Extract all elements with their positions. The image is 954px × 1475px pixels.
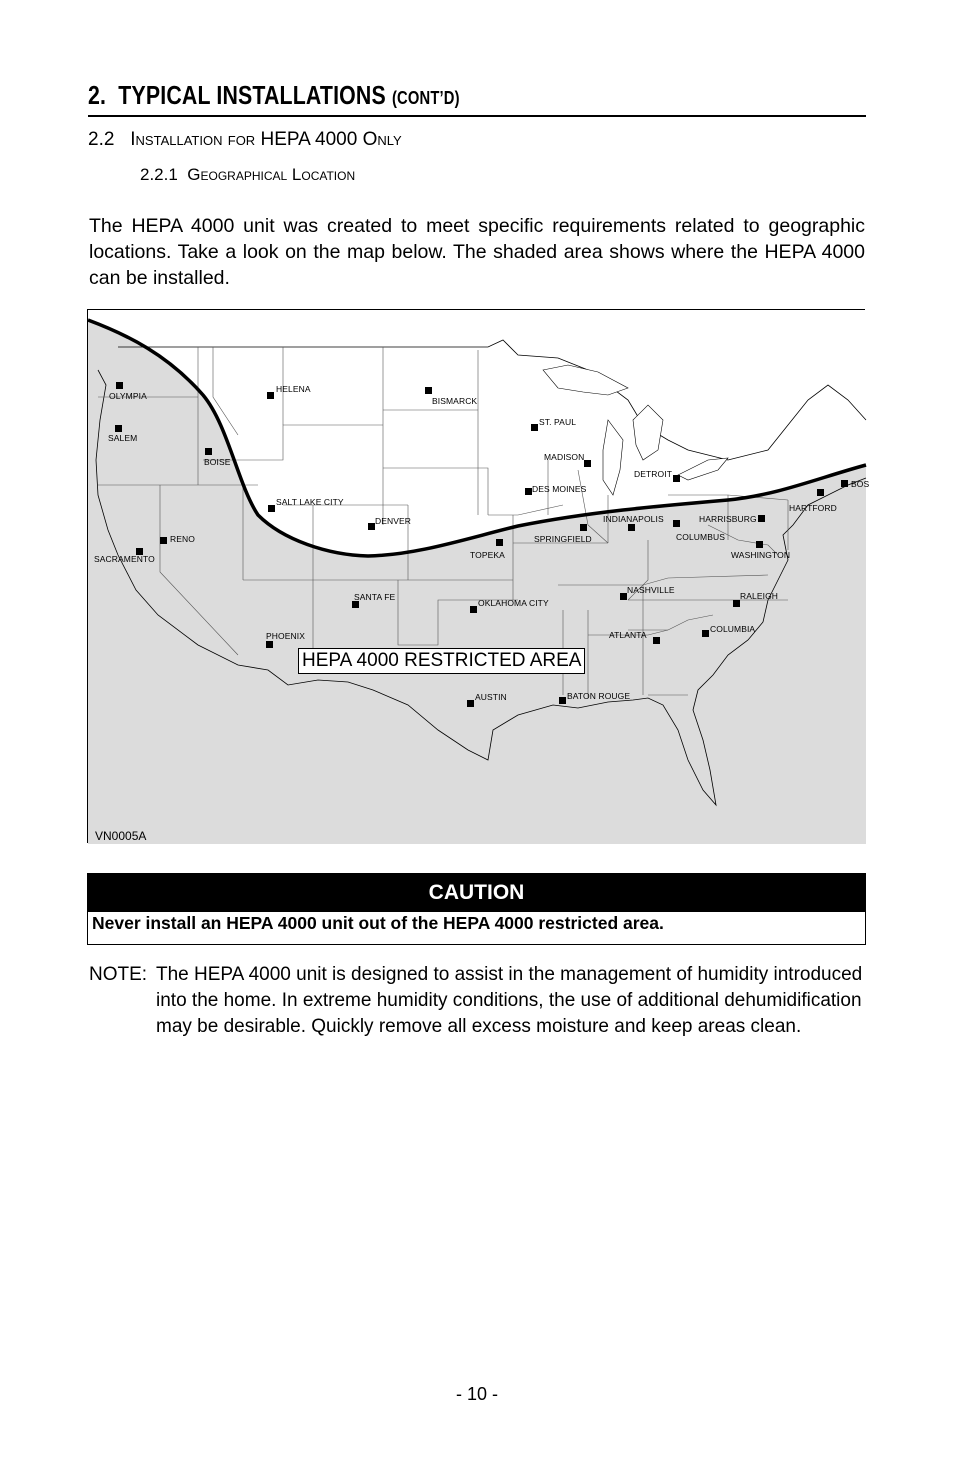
note-paragraph xyxy=(89,962,866,1040)
city-label-detroit: DETROIT xyxy=(634,469,673,479)
city-marker-des-moines xyxy=(525,488,532,495)
city-marker-atlanta xyxy=(653,637,660,644)
city-marker-columbia xyxy=(702,630,709,637)
city-label-atlanta: ATLANTA xyxy=(609,630,647,640)
us-map-figure xyxy=(87,309,870,843)
city-label-columbus: COLUMBUS xyxy=(676,532,725,542)
intro-paragraph: The HEPA 4000 unit was created to meet specific requirements related to geographic locations. Take a look on the map below. The shaded area shows where the HEPA 4000 can be installed. xyxy=(89,215,865,289)
city-label-washington: WASHINGTON xyxy=(731,550,791,560)
caution-title: CAUTION xyxy=(88,874,865,912)
city-marker-detroit xyxy=(673,475,680,482)
city-label-sacramento: SACRAMENTO xyxy=(94,554,155,564)
city-marker-boise xyxy=(205,448,212,455)
city-label-austin: AUSTIN xyxy=(475,692,507,702)
city-marker-salem xyxy=(115,425,122,432)
section-heading xyxy=(88,80,866,117)
city-label-helena: HELENA xyxy=(276,384,311,394)
city-label-topeka: TOPEKA xyxy=(470,550,505,560)
city-marker-st-paul xyxy=(531,424,538,431)
caution-message: Never install an HEPA 4000 unit out of the HEPA 4000 restricted area. xyxy=(92,913,664,933)
city-label-columbia: COLUMBIA xyxy=(710,624,756,634)
city-marker-oklahoma-city xyxy=(470,606,477,613)
city-label-santa-fe: SANTA FE xyxy=(354,592,396,602)
city-marker-austin xyxy=(467,700,474,707)
us-map-drawing xyxy=(88,310,866,844)
city-label-st-paul: ST. PAUL xyxy=(539,417,577,427)
city-marker-bismarck xyxy=(425,387,432,394)
city-marker-topeka xyxy=(496,539,503,546)
caution-box xyxy=(87,873,866,945)
city-label-phoenix: PHOENIX xyxy=(266,631,305,641)
note-text: The HEPA 4000 unit is designed to assist in the management of humidity introduced into the home. In extreme humidity conditions, the use of additional dehumidification may be desirable. Quickly remove all excess moisture and keep areas clean. xyxy=(156,964,863,1037)
city-label-hartford: HARTFORD xyxy=(789,503,837,513)
city-label-springfield: SPRINGFIELD xyxy=(534,534,592,544)
figure-code: VN0005A xyxy=(95,829,147,843)
city-label-olympia: OLYMPIA xyxy=(109,391,147,401)
restricted-area-label: HEPA 4000 RESTRICTED AREA xyxy=(298,648,585,674)
city-marker-boston xyxy=(841,480,848,487)
city-marker-washington xyxy=(756,541,763,548)
city-label-denver: DENVER xyxy=(375,516,412,526)
city-marker-madison xyxy=(584,460,591,467)
heading-text: 2. TYPICAL INSTALLATIONS (CONT’D) xyxy=(88,80,460,110)
city-marker-baton-rouge xyxy=(559,697,566,704)
sub-subsection-heading: 2.2.1 Geographical Location xyxy=(140,165,356,184)
city-label-baton-rouge: BATON ROUGE xyxy=(567,691,631,701)
city-marker-helena xyxy=(267,392,274,399)
city-label-des-moines: DES MOINES xyxy=(532,484,587,494)
city-label-salt-lake-city: SALT LAKE CITY xyxy=(276,497,344,507)
city-marker-raleigh xyxy=(733,600,740,607)
city-marker-harrisburg xyxy=(758,515,765,522)
city-marker-denver xyxy=(368,523,375,530)
city-label-salem: SALEM xyxy=(108,433,138,443)
city-marker-indianapolis xyxy=(628,524,635,531)
city-marker-reno xyxy=(160,537,167,544)
note-label: NOTE: xyxy=(89,964,148,985)
city-label-harrisburg: HARRISBURG xyxy=(699,514,757,524)
city-marker-salt-lake-city xyxy=(268,505,275,512)
city-marker-olympia xyxy=(116,382,123,389)
city-marker-columbus xyxy=(673,520,680,527)
city-marker-hartford xyxy=(817,489,824,496)
city-label-reno: RENO xyxy=(170,534,195,544)
city-label-nashville: NASHVILLE xyxy=(627,585,675,595)
city-label-raleigh: RALEIGH xyxy=(740,591,779,601)
subsection-heading: 2.2 Installation for HEPA 4000 Only xyxy=(88,129,402,150)
city-marker-phoenix xyxy=(266,641,273,648)
city-label-boston: BOS xyxy=(851,479,870,489)
city-label-indianapolis: INDIANAPOLIS xyxy=(603,514,664,524)
city-label-madison: MADISON xyxy=(544,452,585,462)
page-number: - 10 - xyxy=(455,1384,498,1404)
city-marker-springfield xyxy=(580,524,587,531)
city-label-boise: BOISE xyxy=(204,457,231,467)
city-marker-santa-fe xyxy=(352,601,359,608)
city-label-bismarck: BISMARCK xyxy=(432,396,478,406)
city-label-oklahoma-city: OKLAHOMA CITY xyxy=(478,598,549,608)
city-marker-nashville xyxy=(620,593,627,600)
